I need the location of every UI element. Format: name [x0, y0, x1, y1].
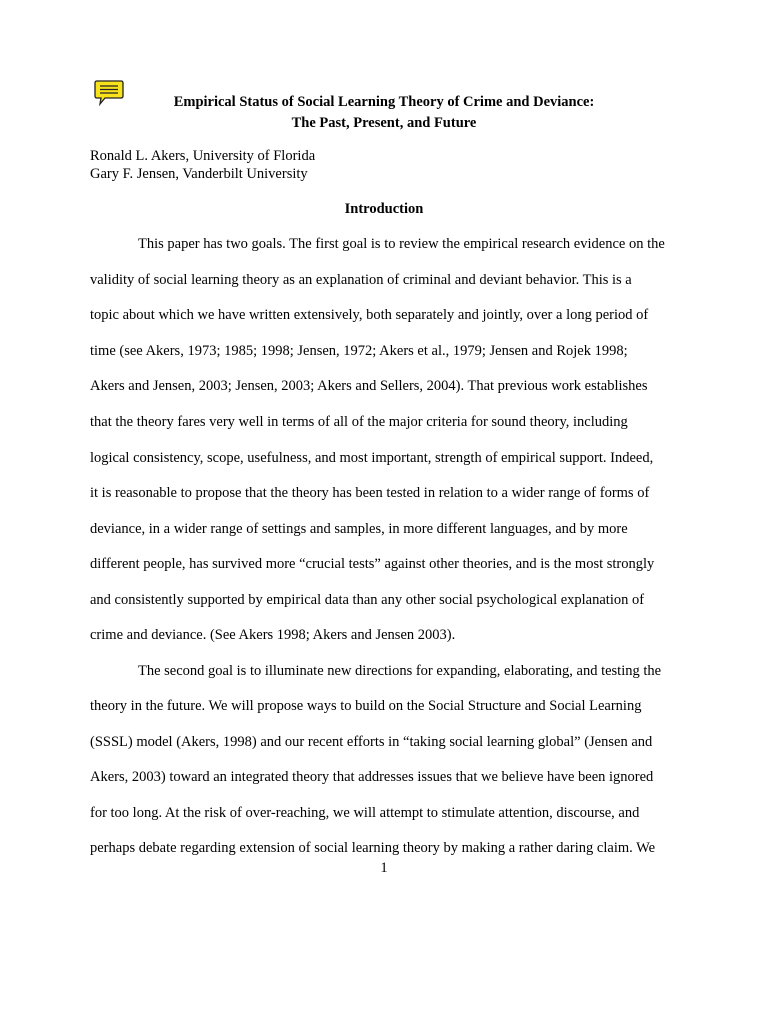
- body-line: perhaps debate regarding extension of social learning theory by making a rather daring claim. We: [90, 840, 656, 856]
- body-line: for too long. At the risk of over-reaching, we will attempt to stimulate attention, discourse, and: [90, 805, 640, 821]
- body-line: topic about which we have written extensively, both separately and jointly, over a long period of: [90, 307, 649, 323]
- body-line: validity of social learning theory as an explanation of criminal and deviant behavior. This is a: [90, 272, 632, 288]
- title-line: Empirical Status of Social Learning Theory of Crime and Deviance:: [173, 94, 595, 110]
- body-line: This paper has two goals. The first goal is to review the empirical research evidence on the: [138, 236, 665, 252]
- body-line: that the theory fares very well in terms of all of the major criteria for sound theory, including: [90, 414, 628, 430]
- author: Ronald L. Akers, University of Florida: [90, 148, 316, 164]
- title-line: The Past, Present, and Future: [291, 115, 477, 131]
- body-line: different people, has survived more “crucial tests” against other theories, and is the most strongly: [90, 556, 655, 572]
- body-line: it is reasonable to propose that the theory has been tested in relation to a wider range of forms of: [90, 485, 650, 501]
- author-list: [90, 147, 315, 183]
- body-line: time (see Akers, 1973; 1985; 1998; Jensen, 1972; Akers et al., 1979; Jensen and Rojek 1998;: [90, 343, 628, 359]
- author: Gary F. Jensen, Vanderbilt University: [90, 166, 308, 182]
- body-line: theory in the future. We will propose ways to build on the Social Structure and Social Learning: [90, 698, 642, 714]
- document-title: [90, 92, 678, 134]
- page-number: 1: [380, 860, 388, 876]
- body-line: crime and deviance. (See Akers 1998; Akers and Jensen 2003).: [90, 627, 456, 643]
- body-line: deviance, in a wider range of settings and samples, in more different languages, and by more: [90, 521, 628, 537]
- body-line: Akers and Jensen, 2003; Jensen, 2003; Akers and Sellers, 2004). That previous work establishes: [90, 378, 648, 394]
- body-line: (SSSL) model (Akers, 1998) and our recent efforts in “taking social learning global” (Jensen and: [90, 734, 653, 750]
- body-line: Akers, 2003) toward an integrated theory that addresses issues that we believe have been ignored: [90, 769, 654, 785]
- body-line: and consistently supported by empirical data than any other social psychological explanation of: [90, 592, 645, 608]
- section-heading: Introduction: [344, 201, 424, 217]
- body-line: The second goal is to illuminate new directions for expanding, elaborating, and testing the: [138, 663, 662, 679]
- body-line: logical consistency, scope, usefulness, and most important, strength of empirical support. Indeed,: [90, 450, 654, 466]
